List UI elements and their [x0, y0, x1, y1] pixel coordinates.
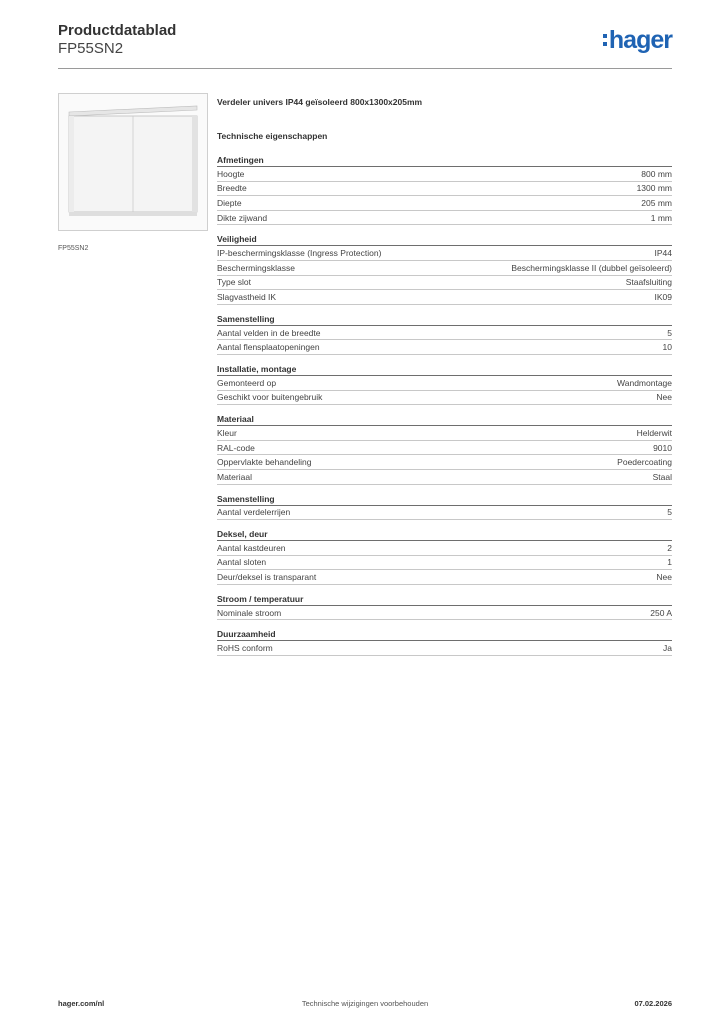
spec-row [217, 455, 672, 470]
spec-label: Materiaal [217, 471, 252, 482]
spec-row [217, 376, 672, 391]
page-header [58, 22, 672, 70]
spec-group-title: Veiligheid [217, 233, 672, 246]
product-image [58, 93, 208, 231]
spec-group-title: Installatie, montage [217, 363, 672, 376]
spec-value: 5 [667, 507, 672, 518]
spec-row [217, 570, 672, 585]
product-code: FP55SN2 [58, 40, 124, 57]
spec-value: Helderwit [636, 427, 672, 438]
product-description: Verdeler univers IP44 geïsoleerd 800x1300x205mm [217, 97, 423, 107]
spec-row [217, 426, 672, 441]
spec-value: 1 mm [650, 212, 672, 223]
product-content [217, 96, 672, 656]
spec-row [217, 391, 672, 406]
spec-label: Aantal sloten [217, 557, 267, 568]
spec-value: Poedercoating [617, 457, 672, 468]
spec-row [217, 196, 672, 211]
cabinet-icon [65, 102, 201, 220]
footer-note: Technische wijzigingen voorbehouden [301, 999, 429, 1008]
spec-row [217, 606, 672, 621]
spec-label: Slagvastheid IK [217, 291, 277, 302]
spec-value: IK09 [654, 291, 672, 302]
logo-text: hager [608, 26, 672, 54]
spec-label: Breedte [217, 183, 247, 194]
logo-colon-icon [603, 34, 607, 46]
spec-label: Hoogte [217, 168, 245, 179]
spec-group-title: Duurzaamheid [217, 628, 672, 641]
spec-group-title: Samenstelling [217, 493, 672, 506]
spec-label: Aantal verdelerrijen [217, 507, 291, 518]
spec-label: RAL-code [217, 442, 255, 453]
spec-row [217, 261, 672, 276]
spec-row [217, 290, 672, 305]
spec-row [217, 556, 672, 571]
spec-row [217, 541, 672, 556]
spec-value: Staal [652, 471, 672, 482]
spec-value: IP44 [654, 248, 672, 259]
spec-group [217, 363, 672, 405]
spec-value: 800 mm [641, 168, 672, 179]
spec-value: Nee [656, 572, 672, 583]
page-footer [58, 999, 672, 1011]
spec-value: 1 [667, 557, 672, 568]
spec-value: 1300 mm [636, 183, 672, 194]
spec-value: 5 [667, 327, 672, 338]
spec-row [217, 167, 672, 182]
spec-label: Diepte [217, 197, 242, 208]
spec-group [217, 593, 672, 621]
header-divider [58, 68, 672, 69]
spec-label: Geschikt voor buitengebruik [217, 392, 323, 403]
spec-label: Aantal kastdeuren [217, 542, 286, 553]
spec-group [217, 528, 672, 585]
spec-group-title: Stroom / temperatuur [217, 593, 672, 606]
document-title: Productdatablad [58, 22, 177, 39]
spec-label: Aantal flensplaatopeningen [217, 342, 320, 353]
spec-label: RoHS conform [217, 643, 273, 654]
spec-label: Deur/deksel is transparant [217, 572, 317, 583]
spec-group [217, 413, 672, 484]
spec-label: Gemonteerd op [217, 377, 277, 388]
spec-value: 2 [667, 542, 672, 553]
spec-row [217, 641, 672, 656]
spec-label: IP-beschermingsklasse (Ingress Protection) [217, 248, 382, 259]
image-caption: FP55SN2 [58, 245, 89, 252]
spec-value: Staafsluiting [625, 277, 672, 288]
spec-value: Nee [656, 392, 672, 403]
spec-row [217, 246, 672, 261]
spec-row [217, 326, 672, 341]
spec-row [217, 211, 672, 226]
spec-group [217, 154, 672, 225]
spec-label: Aantal velden in de breedte [217, 327, 321, 338]
spec-row [217, 182, 672, 197]
spec-group-title: Samenstelling [217, 313, 672, 326]
spec-group-title: Deksel, deur [217, 528, 672, 541]
spec-group [217, 233, 672, 304]
spec-group-title: Materiaal [217, 413, 672, 426]
spec-value: Ja [663, 643, 672, 654]
spec-row [217, 470, 672, 485]
footer-date: 07.02.2026 [634, 999, 672, 1008]
spec-label: Nominale stroom [217, 607, 282, 618]
spec-label: Type slot [217, 277, 252, 288]
spec-groups [217, 154, 672, 656]
spec-group [217, 313, 672, 355]
spec-row [217, 340, 672, 355]
spec-value: 9010 [653, 442, 672, 453]
spec-label: Beschermingsklasse [217, 262, 295, 273]
spec-value: Beschermingsklasse II (dubbel geïsoleerd) [511, 262, 672, 273]
spec-label: Dikte zijwand [217, 212, 268, 223]
spec-row [217, 441, 672, 456]
spec-group [217, 628, 672, 656]
spec-row [217, 276, 672, 291]
spec-label: Oppervlakte behandeling [217, 457, 312, 468]
spec-value: Wandmontage [617, 377, 672, 388]
section-heading: Technische eigenschappen [217, 131, 328, 141]
footer-website-link[interactable]: hager.com/nl [58, 999, 105, 1008]
hager-logo [603, 26, 672, 54]
spec-row [217, 506, 672, 521]
spec-value: 250 A [650, 607, 672, 618]
spec-label: Kleur [217, 427, 237, 438]
spec-value: 205 mm [641, 197, 672, 208]
spec-group-title: Afmetingen [217, 154, 672, 167]
spec-group [217, 493, 672, 521]
spec-value: 10 [662, 342, 672, 353]
